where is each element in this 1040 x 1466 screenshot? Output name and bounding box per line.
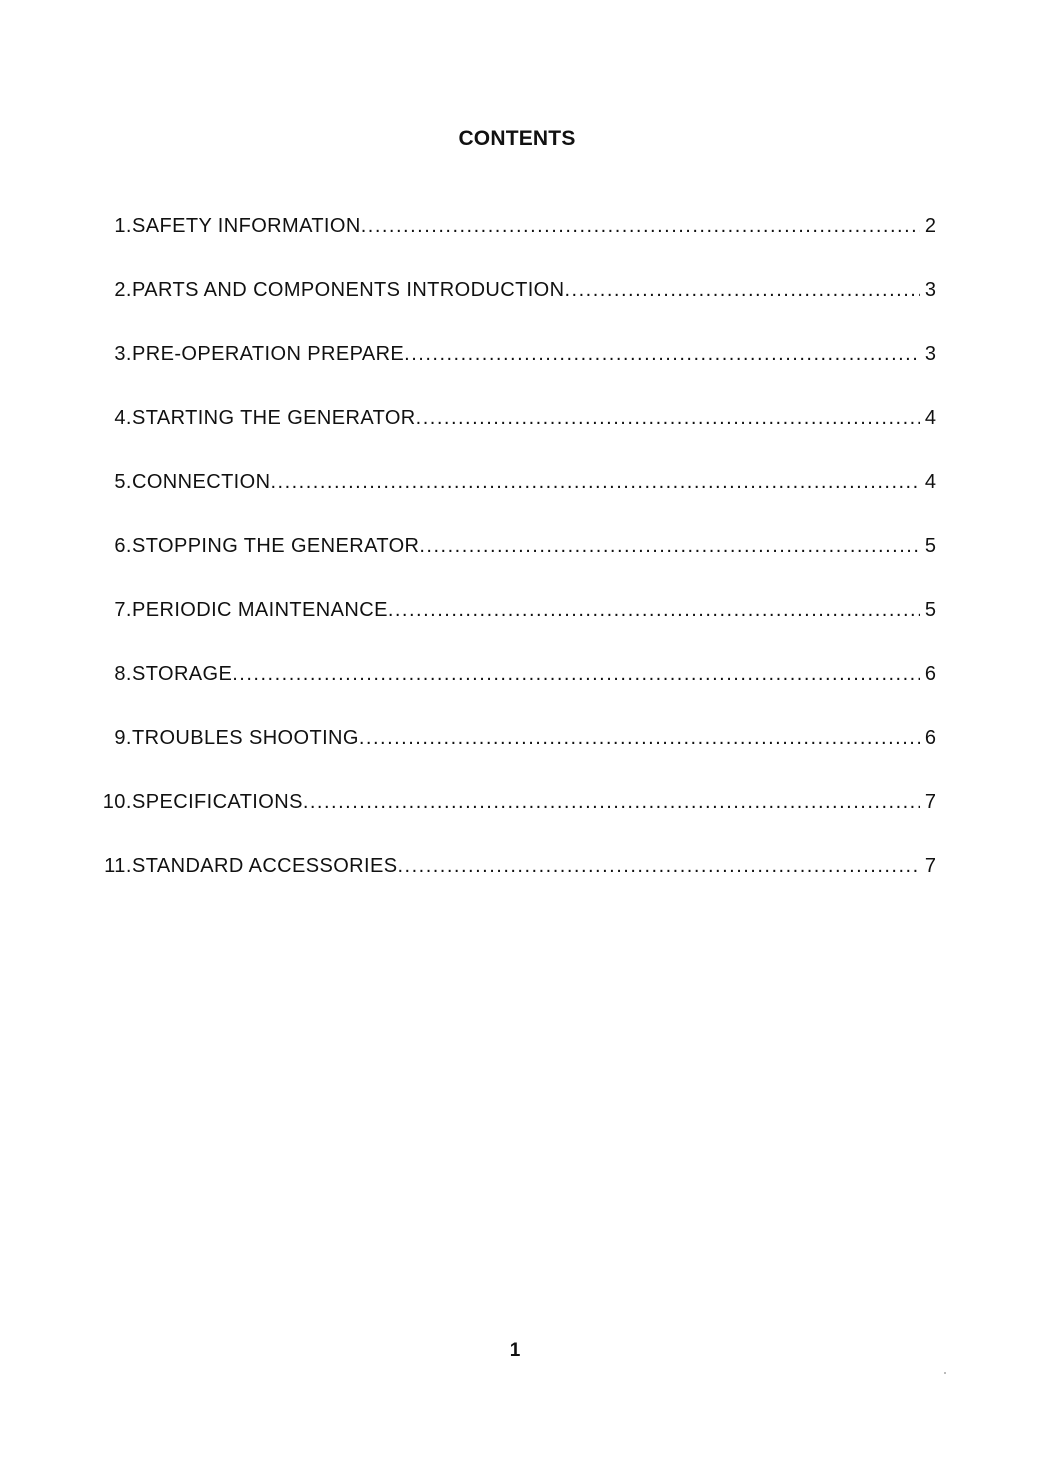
toc-entry-label: SAFETY INFORMATION ..... [132, 211, 920, 241]
toc-entry-number: 9. [114, 727, 132, 749]
toc-entry-number: 3. [114, 343, 132, 365]
toc-entry[interactable] [96, 659, 936, 723]
toc-entry-label: CONNECTION ..... [132, 467, 920, 497]
toc-entry-label: TROUBLES SHOOTING ..... [132, 723, 920, 753]
toc-entry-number: 8. [114, 663, 132, 685]
toc-entry[interactable] [96, 851, 936, 915]
toc-entry-number: 1. [114, 215, 132, 237]
toc-entry-label: STARTING THE GENERATOR ..... [132, 403, 920, 433]
toc-entry-page: 6 [924, 727, 936, 749]
toc-entry[interactable] [96, 723, 936, 787]
scan-speck [944, 1372, 946, 1374]
toc-entry-page: 5 [924, 535, 936, 557]
toc-entry[interactable] [96, 531, 936, 595]
toc-entry-label: STOPPING THE GENERATOR ..... [132, 531, 920, 561]
toc-entry-label: STANDARD ACCESSORIES ..... [132, 851, 920, 881]
toc-entry-label: PERIODIC MAINTENANCE ..... [132, 595, 920, 625]
toc-entry-number: 10. [102, 791, 132, 813]
toc-entry[interactable] [96, 595, 936, 659]
toc-entry-page: 4 [924, 471, 936, 493]
toc-entry[interactable] [96, 211, 936, 275]
toc-entry-number: 5. [114, 471, 132, 493]
toc-entry-number: 7. [114, 599, 132, 621]
toc-entry-label: PRE-OPERATION PREPARE ..... [132, 339, 920, 369]
toc-entry-page: 3 [924, 279, 936, 301]
toc-entry-number: 6. [114, 535, 132, 557]
toc-entry-page: 7 [924, 855, 936, 877]
toc-entry-page: 5 [924, 599, 936, 621]
page-number: 1 [509, 1340, 521, 1361]
toc-entry-page: 6 [924, 663, 936, 685]
toc-entry-page: 7 [924, 791, 936, 813]
toc-entry-label: STORAGE ..... [132, 659, 920, 689]
toc-entry[interactable] [96, 339, 936, 403]
toc-entry-label: SPECIFICATIONS ..... [132, 787, 920, 817]
toc-entry-label: PARTS AND COMPONENTS INTRODUCTION ..... [132, 275, 920, 305]
toc-entry-number: 4. [114, 407, 132, 429]
toc-entry-page: 2 [924, 215, 936, 237]
toc-entry[interactable] [96, 403, 936, 467]
toc-entry-number: 11. [104, 855, 132, 877]
toc-entry[interactable] [96, 467, 936, 531]
page-title: CONTENTS [458, 127, 576, 150]
toc-entry[interactable] [96, 275, 936, 339]
table-of-contents [96, 211, 936, 915]
toc-entry-page: 4 [924, 407, 936, 429]
toc-entry-page: 3 [924, 343, 936, 365]
toc-entry[interactable] [96, 787, 936, 851]
toc-entry-number: 2. [114, 279, 132, 301]
